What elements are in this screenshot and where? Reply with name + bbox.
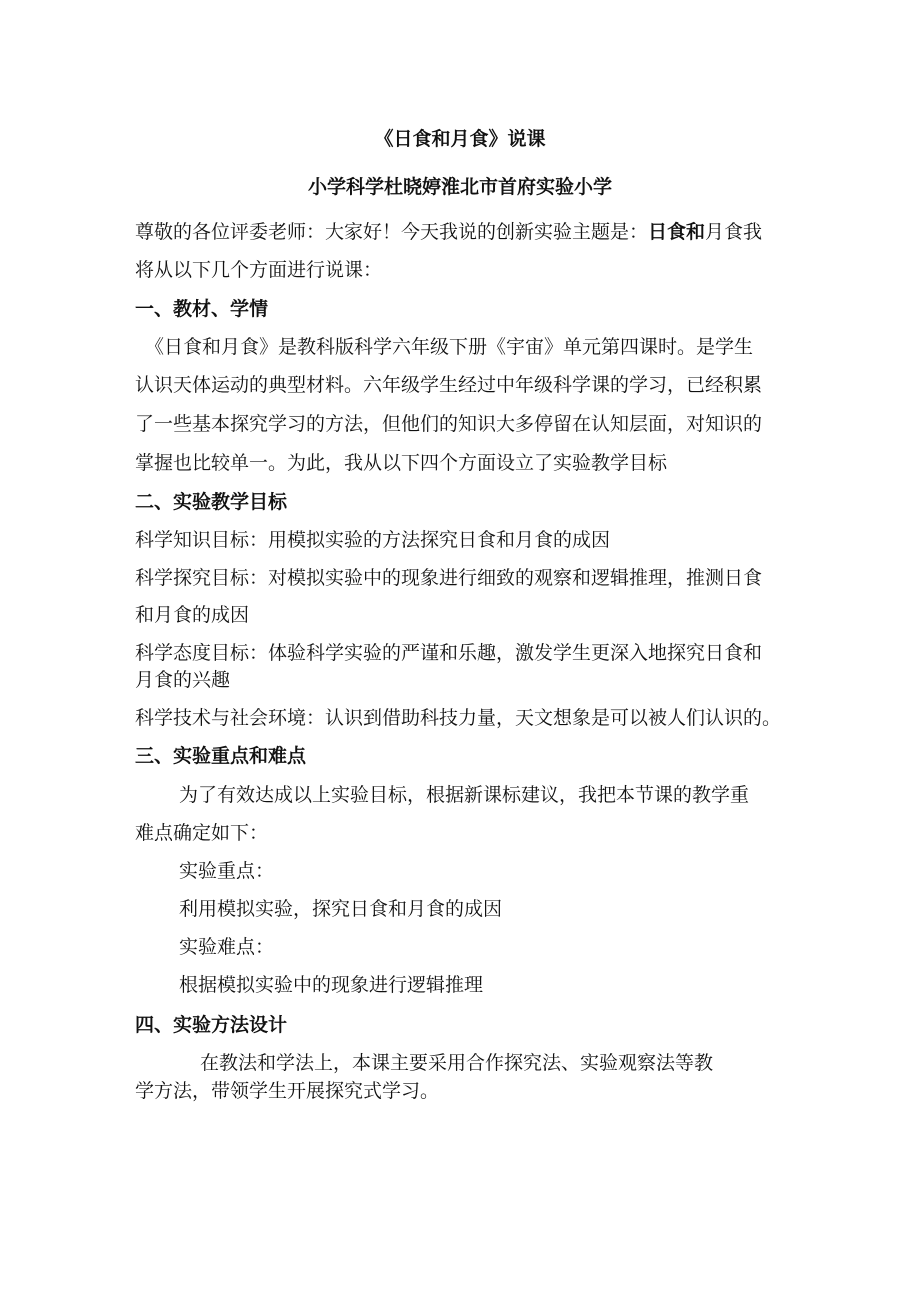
key-point-label: 实验重点：: [179, 860, 275, 882]
section-2-line: 科学知识目标：用模拟实验的方法探究日食和月食的成因: [135, 529, 611, 551]
section-3-line-2: 难点确定如下：: [135, 822, 269, 844]
intro-line-1: [135, 219, 795, 245]
document-subtitle: 小学科学杜晓婷淮北市首府实验小学: [307, 176, 612, 198]
intro-text-b: 月食我: [705, 221, 763, 243]
section-3-line-1: 为了有效达成以上实验目标，根据新课标建议，我把本节课的教学重: [179, 784, 750, 806]
section-2-line: 和月食的成因: [135, 604, 250, 626]
intro-line-2: 将从以下几个方面进行说课：: [135, 259, 383, 281]
section-1-heading: 一、教材、学情: [135, 298, 269, 320]
section-4-heading: 四、实验方法设计: [135, 1014, 288, 1036]
section-2-line: 科学态度目标：体验科学实验的严谨和乐趣，激发学生更深入地探究日食和: [135, 642, 763, 664]
section-1-line: 认识天体运动的典型材料。六年级学生经过中年级科学课的学习，已经积累: [135, 374, 763, 396]
section-2-line: 科学技术与社会环境：认识到借助科技力量，天文想象是可以被人们认识的。: [135, 707, 782, 729]
document-title: 《日食和月食》说课: [374, 128, 546, 150]
section-2-line: 月食的兴趣: [135, 669, 231, 691]
section-2-heading: 二、实验教学目标: [135, 491, 288, 513]
intro-text-a: 尊敬的各位评委老师：大家好！今天我说的创新实验主题是：: [135, 221, 649, 243]
section-4-line-2: 学方法，带领学生开展探究式学习。: [135, 1080, 440, 1102]
section-1-line: 掌握也比较单一。为此，我从以下四个方面设立了实验教学目标: [135, 452, 668, 474]
key-point-text: 利用模拟实验，探究日食和月食的成因: [179, 898, 503, 920]
section-1-line: 了一些基本探究学习的方法，但他们的知识大多停留在认知层面，对知识的: [135, 413, 763, 435]
difficulty-text: 根据模拟实验中的现象进行逻辑推理: [179, 974, 484, 996]
intro-text-bold: 日食和: [648, 221, 706, 243]
section-3-heading: 三、实验重点和难点: [135, 745, 307, 767]
section-2-line: 科学探究目标：对模拟实验中的现象进行细致的观察和逻辑推理，推测日食: [135, 567, 763, 589]
difficulty-label: 实验难点：: [179, 936, 275, 958]
section-1-line: 《日食和月食》是教科版科学六年级下册《宇宙》单元第四课时。是学生: [145, 336, 754, 358]
section-4-line-1: 在教法和学法上，本课主要采用合作探究法、实验观察法等教: [200, 1052, 714, 1074]
